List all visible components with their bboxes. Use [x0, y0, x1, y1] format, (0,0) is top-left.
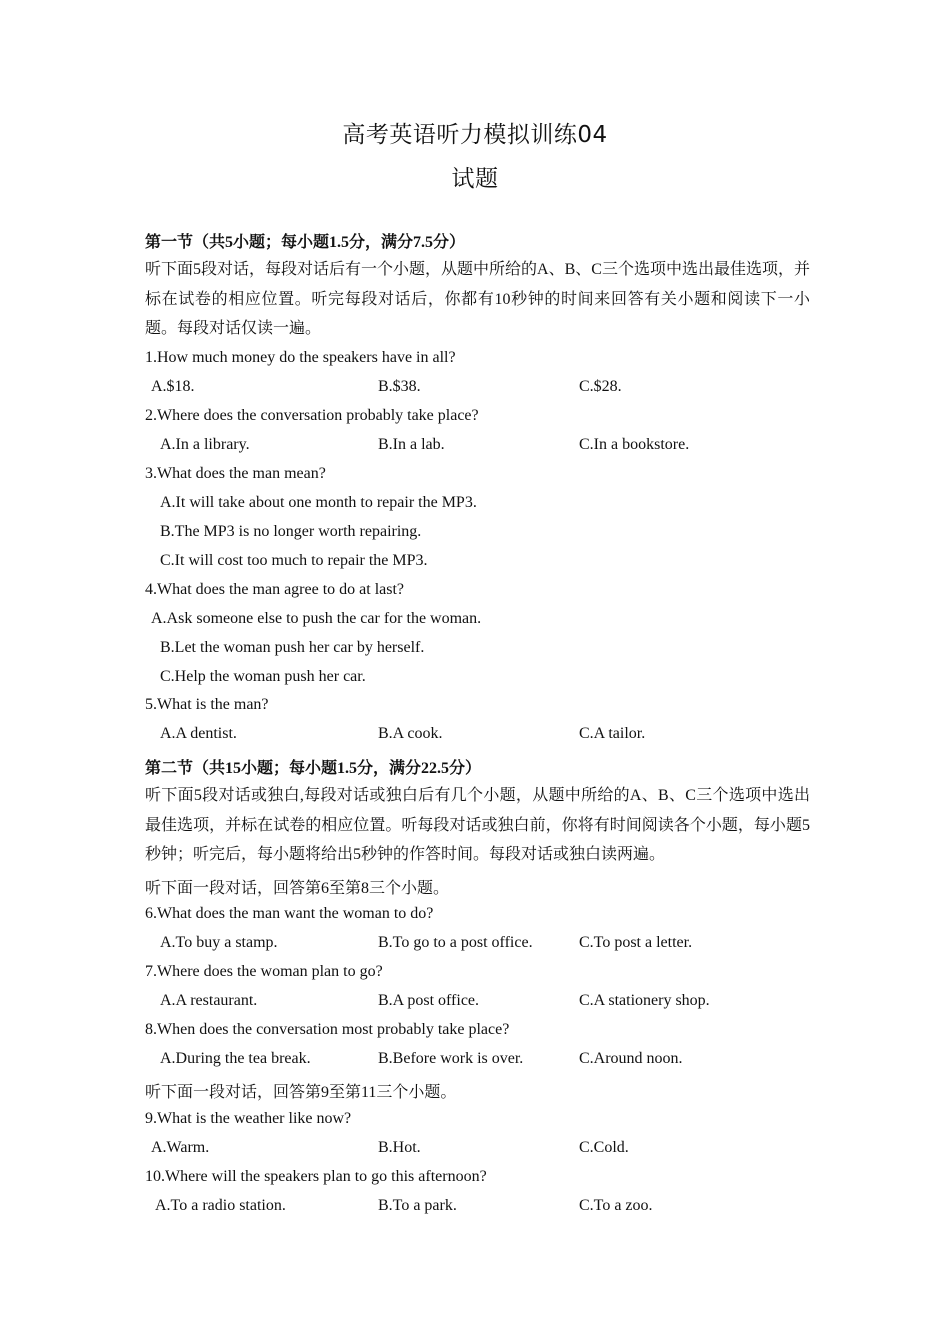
question-8-option-b: B.Before work is over. [378, 1050, 524, 1067]
page-title: 高考英语听力模拟训练04 [342, 122, 608, 148]
question-5-option-a: A.A dentist. [160, 725, 237, 742]
section2-instructions: 听下面5段对话或独白,每段对话或独白后有几个小题，从题中所给的A、B、C三个选项中选出最佳选项，并标在试卷的相应位置。听每段对话或独白前，你将有时间阅读各个小题，每小题5秒钟；听完后，每小题将给出5秒钟的作答时间。每段对话或独白读两遍。 [145, 787, 810, 863]
page-subtitle: 试题 [451, 166, 499, 192]
section1-instructions: 听下面5段对话，每段对话后有一个小题，从题中所给的A、B、C三个选项中选出最佳选项，并标在试卷的相应位置。听完每段对话后，你都有10秒钟的时间来回答有关小题和阅读下一小题。每段对话仅读一遍。 [145, 261, 810, 337]
question-7-option-b: B.A post office. [378, 992, 480, 1009]
question-10-option-a: A.To a radio station. [155, 1197, 286, 1214]
section2-group1-intro: 听下面一段对话，回答第6至第8三个小题。 [145, 880, 450, 897]
question-10-stem: 10.Where will the speakers plan to go this afternoon? [145, 1168, 487, 1185]
section2-group2-intro: 听下面一段对话，回答第9至第11三个小题。 [145, 1084, 457, 1101]
question-8-option-a: A.During the tea break. [160, 1050, 311, 1067]
question-7-option-a: A.A restaurant. [160, 992, 258, 1009]
question-6-option-a: A.To buy a stamp. [160, 934, 278, 951]
question-8-stem: 8.When does the conversation most probably take place? [145, 1021, 510, 1038]
question-4-option-c: C.Help the woman push her car. [160, 668, 366, 685]
question-9-stem: 9.What is the weather like now? [145, 1110, 352, 1127]
question-10-option-c: C.To a zoo. [579, 1197, 653, 1214]
section1-heading: 第一节（共5小题；每小题1.5分，满分7.5分） [145, 234, 466, 251]
question-9-option-c: C.Cold. [579, 1139, 629, 1156]
question-1-option-b: B.$38. [378, 378, 421, 395]
question-8-option-c: C.Around noon. [579, 1050, 683, 1067]
section2-heading: 第二节（共15小题；每小题1.5分，满分22.5分） [145, 760, 482, 777]
question-1-option-c: C.$28. [579, 378, 622, 395]
question-1-option-a: A.$18. [151, 378, 195, 395]
question-6-stem: 6.What does the man want the woman to do? [145, 905, 434, 922]
question-5-stem: 5.What is the man? [145, 696, 269, 713]
question-6-option-b: B.To go to a post office. [378, 934, 533, 951]
question-4-option-a: A.Ask someone else to push the car for the woman. [151, 610, 482, 627]
question-7-option-c: C.A stationery shop. [579, 992, 710, 1009]
question-7-stem: 7.Where does the woman plan to go? [145, 963, 383, 980]
question-4-option-b: B.Let the woman push her car by herself. [160, 639, 425, 656]
question-9-option-b: B.Hot. [378, 1139, 421, 1156]
question-6-option-c: C.To post a letter. [579, 934, 693, 951]
question-2-option-a: A.In a library. [160, 436, 250, 453]
question-3-stem: 3.What does the man mean? [145, 465, 326, 482]
question-5-option-b: B.A cook. [378, 725, 443, 742]
question-3-option-b: B.The MP3 is no longer worth repairing. [160, 523, 422, 540]
question-3-option-a: A.It will take about one month to repair the MP3. [160, 494, 477, 511]
question-9-option-a: A.Warm. [151, 1139, 210, 1156]
question-4-stem: 4.What does the man agree to do at last? [145, 581, 405, 598]
question-3-option-c: C.It will cost too much to repair the MP3. [160, 552, 428, 569]
question-2-option-c: C.In a bookstore. [579, 436, 690, 453]
question-2-stem: 2.Where does the conversation probably take place? [145, 407, 479, 424]
question-1-stem: 1.How much money do the speakers have in all? [145, 349, 456, 366]
question-2-option-b: B.In a lab. [378, 436, 445, 453]
question-10-option-b: B.To a park. [378, 1197, 457, 1214]
question-5-option-c: C.A tailor. [579, 725, 646, 742]
